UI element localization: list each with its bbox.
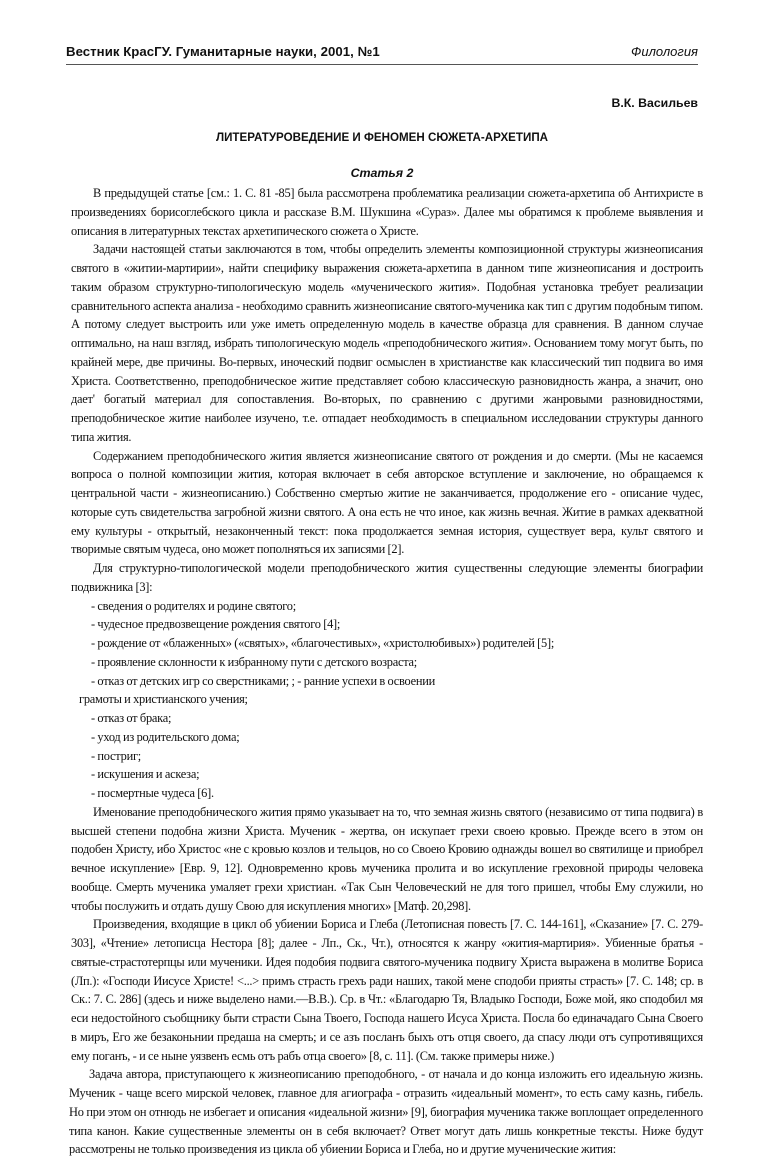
paragraph: Задача автора, приступающего к жизнеописанию преподобного, - от начала и до конца изложить его идеальную жизнь. Мученик - чаще всего мирской человек, главное для агиографа - отразить «идеальный момент», то есть саму казнь, гибель. Но при этом он отнюдь не избегает и описания «идеальной жизни» [9], биография мученика также воплощает определенного типа канон. Какие существенные элементы он в себя включает? Ответ могут дать лишь конкретные тексты. Ниже будут рассмотрены не только произведения из цикла об убиении Бориса и Глеба, но и другие мученические жития: [69, 1067, 703, 1157]
list-item-continuation: грамоты и христианского учения; [79, 692, 248, 707]
list-item: - посмертные чудеса [6]. [91, 786, 214, 800]
paragraph: Задачи настоящей статьи заключаются в том, чтобы определить элементы композиционной структуры жизнеописания святого в «житии-мартирии», найти специфику выражения сюжета-архетипа в данном типе жизнеописания и достроить таким образом структурно-типологическую модель «мученического жития». Подобная установка требует реализации сравнительного аспекта анализа - необходимо сравнить жизнеописание святого-мученика как тип с другим подобным типом. А потому следует выстроить или уже иметь определенную модель в качестве образца для сравнения. В данном случае оптимально, на наш взгляд, избрать типологическую модель «преподобнического жития». Основанием тому могут быть, по крайней мере, две причины. Во-первых, иноческий подвиг осмыслен в христианстве как классический тип подвига во имя Христа. Соответственно, преподобническое житие представляет собою классическую разновидность жанра, а значит, оно дает' богатый материал для сопоставления. Во-вторых, по сравнению с другими жанровыми разновидностями, преподобническое житие наиболее изучено, т.е. отпадает необходимость в специальном исследовании структуры данного типа жития. [71, 242, 703, 444]
paragraph: Произведения, входящие в цикл об убиении Бориса и Глеба (Летописная повесть [7. С. 144-161], «Сказание» [7. С. 279-303], «Чтение» летописца Нестора [8]; далее - Лп., Ск., Чт.), относятся к жанру «жития-мартирия». Убиенные братья - святые-страстотерпцы или мученики. Идея подобия подвига святого-мученика подвигу Христа выражена в молитве Бориса (Лп.): «Господи Иисусе Христе! <...> примъ страсть грехъ ради наших, такой мене сподоби прияты страсть» [7. С. 148; ср. в Ск.: 7. С. 286] (здесь и ниже выделено нами.—В.В.). Ср. в Чт.: «Благодарю Тя, Владыко Господи, Боже мой, яко сподобил мя еси недостойного съобщнику быти страсти Сына Твоего, Господа нашего Исуса Христа. Посла бо единачадаго Сына Своего в миръ, Его же безаконьнии предаша на смерть; и се азъ посланъ быхъ отъ отця своего, да спасу люди отъ супротивящихся ему поганъ, - и се ныне уязвенъ есмь отъ рабъ отца своего» [8, с. 11]. (См. также примеры ниже.) [71, 917, 703, 1063]
list-item: - уход из родительского дома; [91, 729, 240, 744]
paragraph: Для структурно-типологической модели преподобнического жития существенны следующие элементы биографии подвижника [3]: [71, 561, 703, 594]
list-item: - проявление склонности к избранному пути с детского возраста; [91, 654, 417, 669]
list-item: - постриг; [91, 748, 141, 763]
list-item: - сведения о родителях и родине святого; [91, 598, 296, 613]
list-item: - отказ от брака; [91, 711, 172, 725]
list-item: - отказ от детских игр со сверстниками; ; - ранние успехи в освоении [91, 673, 436, 688]
article-title: ЛИТЕРАТУРОВЕДЕНИЕ И ФЕНОМЕН СЮЖЕТА-АРХЕТИПА [215, 131, 549, 144]
biography-elements-list [71, 597, 703, 803]
paragraph: Именование преподобнического жития прямо указывает на то, что земная жизнь святого (независимо от типа подвига) в высшей степени подобна жизни Христа. Мученик - жертва, он искупает грехи своею кровью. Прежде всего в этом он подобен Христу, ибо Христос «не с кровью козлов и тельцов, но со Своею Кровию однажды вошел во святилище и приобрел вечное искупление» [Евр. 9, 12]. Одновременно кровь мученика пролита и во искупление греховной природы человека вообще. Смерть мученика умаляет грехи христиан. «Так Сын Человеческий не для того пришел, чтобы Ему служили, но чтобы послужить и отдать душу Свою для искупления многих» [Матф. 20,298]. [71, 804, 703, 913]
paragraph: Содержанием преподобнического жития является жизнеописание святого от рождения и до смерти. (Мы не касаемся вопроса о полной композиции жития, которая включает в себя авторское вступление и заключение, но обращаемся к центральной части - жизнеописанию.) Собственно смертью житие не заканчивается, продолжение его - описание чудес, которые суть свидетельства загробной жизни святого. А она есть не что иное, как жизнь вечная. Житие в рамках адекватной ему культуры - открытый, незаконченный текст: пока продолжается земная история, существует вера, культ святого и творимые святым чудеса, оно может пополняться их записями [2]. [71, 448, 703, 557]
section-name: Филология [631, 44, 698, 59]
list-item: - рождение от «блаженных» («святых», «благочестивых», «христолюбивых») родителей [5]; [91, 636, 555, 650]
list-item: - чудесное предвозвещение рождения святого [4]; [91, 617, 341, 632]
journal-title: Вестник КрасГУ. Гуманитарные науки, 2001, №1 [66, 44, 380, 59]
running-header [66, 44, 698, 65]
list-item: - искушения и аскеза; [91, 767, 200, 782]
article-body [71, 184, 703, 1159]
article-subtitle: Статья 2 [350, 166, 414, 180]
paragraph: В предыдущей статье [см.: 1. С. 81 -85] была рассмотрена проблематика реализации сюжета-архетипа об Антихристе в произведениях борисоглебского цикла и рассказе В.М. Шукшина «Сураз». Далее мы обратимся к проблеме выявления и описания в литературных текстах архетипического сюжета о Христе. [71, 186, 703, 238]
article-author: В.К. Васильев [611, 96, 698, 110]
